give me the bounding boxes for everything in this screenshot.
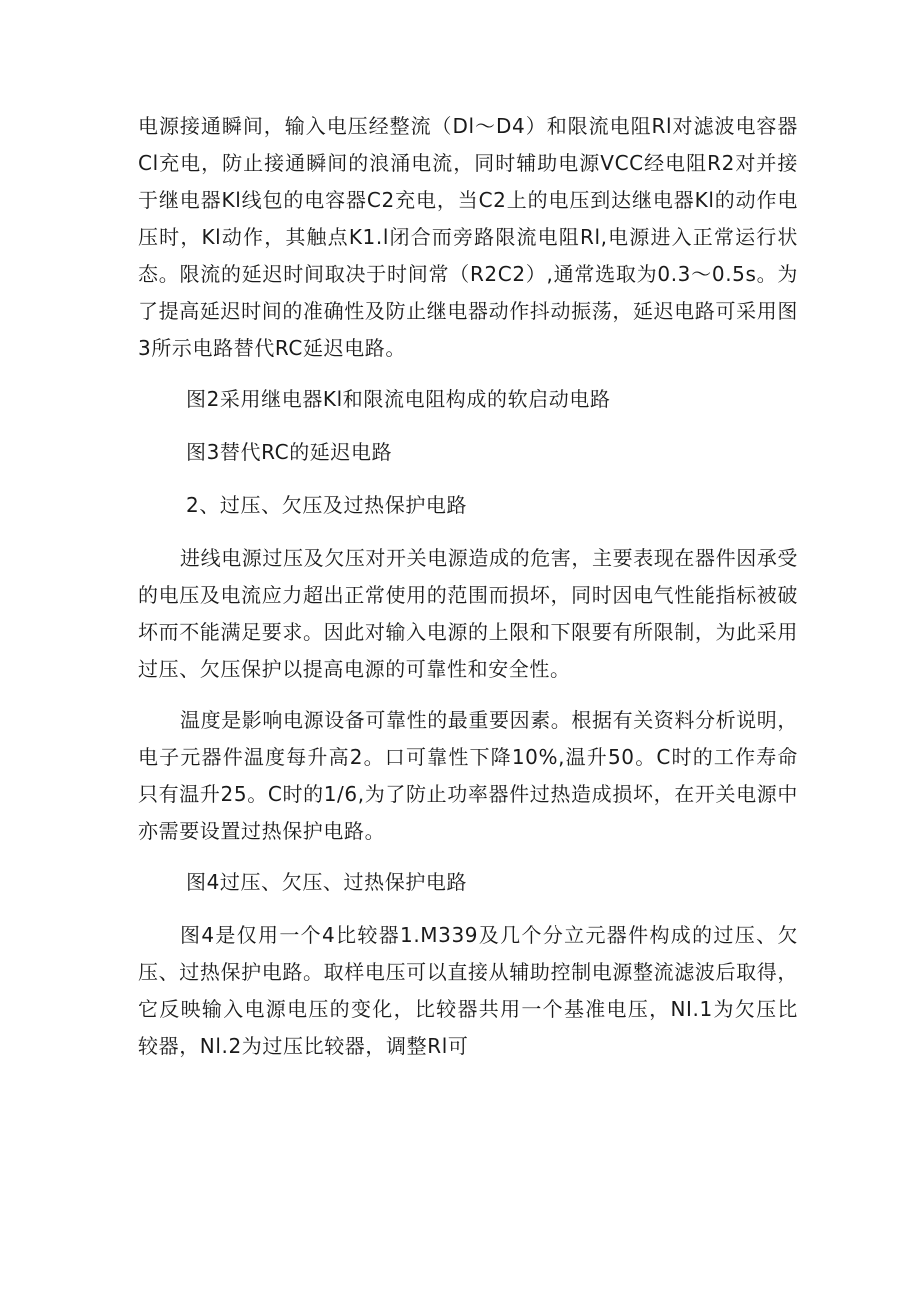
figure-caption-3: 图3替代RC的延迟电路 <box>186 440 393 464</box>
figure-caption-2: 图2采用继电器Kl和限流电阻构成的软启动电路 <box>186 387 611 411</box>
document-body <box>138 108 798 1079</box>
paragraph-soft-start-description: 电源接通瞬间，输入电压经整流（Dl～D4）和限流电阻Rl对滤波电容器Cl充电，防止接通瞬间的浪涌电流，同时辅助电源VCC经电阻R2对并接于继电器Kl线包的电容器C2充电，当C2上的电压到达继电器Kl的动作电压时，Kl动作，其触点K1.l闭合而旁路限流电阻Rl,电源进入正常运行状态。限流的延迟时间取决于时间常（R2C2）,通常选取为0.3～0.5s。为了提高延迟时间的准确性及防止继电器动作抖动振荡，延迟电路可采用图3所示电路替代RC延迟电路。 <box>138 114 798 360</box>
paragraph-temperature: 温度是影响电源设备可靠性的最重要因素。根据有关资料分析说明，电子元器件温度每升高2。口可靠性下降10%,温升50。C时的工作寿命只有温升25。C时的1/6,为了防止功率器件过热造成损坏，在开关电源中亦需要设置过热保护电路。 <box>138 708 798 843</box>
paragraph-comparator: 图4是仅用一个4比较器1.M339及几个分立元器件构成的过压、欠压、过热保护电路。取样电压可以直接从辅助控制电源整流滤波后取得，它反映输入电源电压的变化，比较器共用一个基准电压，NI.1为欠压比较器，Nl.2为过压比较器，调整Rl可 <box>138 923 798 1058</box>
figure-caption-4: 图4过压、欠压、过热保护电路 <box>186 870 468 894</box>
section-heading-protection: 2、过压、欠压及过热保护电路 <box>186 493 468 517</box>
paragraph-overvoltage: 进线电源过压及欠压对开关电源造成的危害，主要表现在器件因承受的电压及电流应力超出正常使用的范围而损坏，同时因电气性能指标被破坏而不能满足要求。因此对输入电源的上限和下限要有所限制，为此采用过压、欠压保护以提高电源的可靠性和安全性。 <box>138 546 798 681</box>
